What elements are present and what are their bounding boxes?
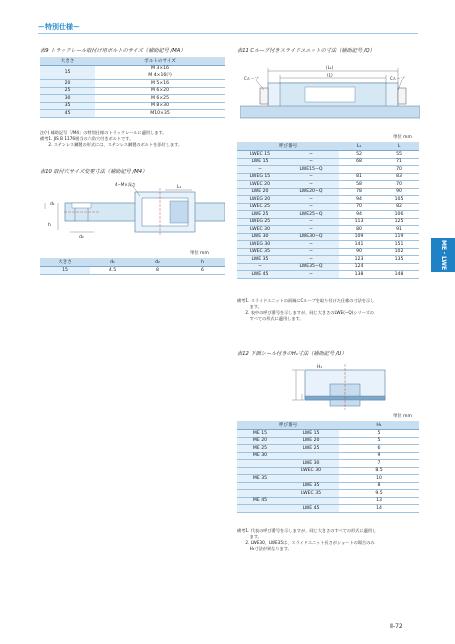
table-cell: LWEC 35 <box>283 490 339 498</box>
table12-unit: 単位 mm <box>393 414 412 419</box>
table-row <box>237 490 419 498</box>
table-cell: LWEC 30 <box>283 467 339 475</box>
table12-note-2: ます。 <box>237 534 262 539</box>
table-cell: 20 <box>40 80 95 88</box>
table-row <box>237 263 419 271</box>
side-index-tab: ME・LWE <box>431 238 455 272</box>
table-cell: 70 <box>339 203 379 211</box>
table-cell: − <box>283 173 339 181</box>
table-row <box>237 437 419 445</box>
table10-unit: 単位 mm <box>190 251 209 256</box>
table-row <box>237 482 419 490</box>
table11-title: 表11 Cループ付きスライドユニットの寸法（補助記号 /Q） <box>237 48 375 54</box>
table-cell: LWEG 20 <box>237 196 283 204</box>
table-cell: LWE 30 <box>237 233 283 241</box>
table-row <box>40 95 225 103</box>
table10-header-d2: d₂ <box>135 258 180 267</box>
table-row <box>40 102 225 110</box>
table-row <box>237 151 419 159</box>
table9-header-bolt: ボルトのサイズ <box>95 57 225 66</box>
table12-note-1: 備考1. 代表の呼び番号を示しますが、同じ大きさのすべての形式に適用し <box>237 528 377 533</box>
table-cell: ME 30 <box>237 452 283 460</box>
table-cell: 4.5 <box>90 267 135 275</box>
table-row <box>237 211 419 219</box>
table-cell: 91 <box>379 226 419 234</box>
table-cell: LWE 45 <box>237 271 283 279</box>
table-cell: 148 <box>379 271 419 279</box>
t11-label-l1: (L₁) <box>326 65 334 70</box>
table-cell: − <box>283 248 339 256</box>
table11-note-4: すべての形式に適用します。 <box>237 316 304 321</box>
table-cell: LWEC 30 <box>237 226 283 234</box>
table-row <box>237 271 419 279</box>
table-cell: 30 <box>40 95 95 103</box>
table11-header-l1: L₁ <box>339 142 379 151</box>
table-cell: LWEC 35 <box>237 248 283 256</box>
table-cell: LWE 25 <box>283 445 339 453</box>
page-number: Ⅱ-72 <box>390 623 403 630</box>
table-cell: 10 <box>339 475 419 483</box>
section-header: ー特別仕様ー <box>38 23 80 31</box>
table12-header-part-no: 呼び番号 <box>237 421 339 430</box>
t10-label-d2: d₂ <box>79 235 84 240</box>
table-cell: 14 <box>339 505 419 513</box>
t11-label-cloop-right: Cループ <box>390 76 405 81</box>
table-row <box>237 505 419 513</box>
table9-note-2: 備考1. JIS B 1176相当の六角穴付きボルトです。 <box>40 136 134 141</box>
table10 <box>40 258 225 275</box>
table-cell <box>379 263 419 271</box>
table-cell: M 5×16 <box>95 80 225 88</box>
table-cell: 94 <box>339 196 379 204</box>
table-cell: LWE20−Q <box>283 188 339 196</box>
table-row <box>237 248 419 256</box>
table-cell <box>339 166 379 174</box>
table-cell: 109 <box>339 233 379 241</box>
table-cell: M 6×25 <box>95 95 225 103</box>
table-cell: 123 <box>339 256 379 264</box>
table-cell: 106 <box>379 211 419 219</box>
table-cell: LWE 20 <box>283 437 339 445</box>
table-cell: M 8×30 <box>95 102 225 110</box>
table-row <box>40 267 225 275</box>
table-cell: 6 <box>339 445 419 453</box>
table11 <box>237 142 419 279</box>
t10-label-h: h <box>48 223 51 228</box>
table-cell: LWE30−Q <box>283 233 339 241</box>
table11-unit: 単位 mm <box>393 135 412 140</box>
table-cell: 68 <box>339 158 379 166</box>
table-cell: 5 <box>339 430 419 438</box>
table-cell: 5 <box>339 437 419 445</box>
table11-header-part-no: 呼び番号 <box>237 142 339 151</box>
table-cell: − <box>283 151 339 159</box>
table-row <box>237 181 419 189</box>
table-cell: M 3×16 M 4×16(¹) <box>95 66 225 80</box>
table-cell: 70 <box>379 166 419 174</box>
table-cell <box>237 467 283 475</box>
table-cell <box>283 475 339 483</box>
table-row <box>237 430 419 438</box>
table11-diagram <box>240 58 420 128</box>
table-cell: 90 <box>339 248 379 256</box>
table-cell <box>283 497 339 505</box>
table10-title: 表10 取付穴サイズ変更寸法（補助記号 /M4） <box>40 169 148 175</box>
table-row <box>237 241 419 249</box>
t11-label-cloop-left: Cループ <box>244 76 259 81</box>
table-cell: LWE25−Q <box>283 211 339 219</box>
table10-header-h: h <box>180 258 225 267</box>
table-cell: LWE 15 <box>237 158 283 166</box>
table-cell: − <box>283 203 339 211</box>
table-row <box>237 475 419 483</box>
table-cell: 138 <box>339 271 379 279</box>
table-cell: LWE 30 <box>283 460 339 468</box>
table9-note-1: 注(¹) 補助記号「/M4」の特別仕様のトラックレールに適用します。 <box>40 130 167 135</box>
table-cell: − <box>283 226 339 234</box>
table-cell <box>237 505 283 513</box>
table12 <box>237 421 419 513</box>
table-cell: 15 <box>40 267 90 275</box>
table-cell: 78 <box>339 188 379 196</box>
table-cell: 9 <box>339 452 419 460</box>
table10-header-d1: d₁ <box>90 258 135 267</box>
table-cell: 81 <box>339 173 379 181</box>
table12-title: 表12 下面シール付きのH₁寸法（補助記号 /U） <box>237 351 347 357</box>
header-rule <box>38 33 418 34</box>
table-cell: LWEC 25 <box>237 203 283 211</box>
t10-label-top: 4−M×深さ <box>115 182 136 187</box>
table12-notes <box>237 528 376 552</box>
table-cell: 105 <box>379 196 419 204</box>
table-cell: LWE 45 <box>283 505 339 513</box>
table-cell: − <box>283 241 339 249</box>
table-cell: LWE15−Q <box>283 166 339 174</box>
table-cell <box>237 490 283 498</box>
table-row <box>237 188 419 196</box>
table-row <box>237 445 419 453</box>
table-cell: 58 <box>339 181 379 189</box>
table-cell: M 6×20 <box>95 87 225 95</box>
table-cell: 70 <box>379 181 419 189</box>
table-cell: LWEG 25 <box>237 218 283 226</box>
table-cell: − <box>283 218 339 226</box>
table-cell: − <box>237 263 283 271</box>
table-cell: 25 <box>40 87 95 95</box>
table-cell <box>283 452 339 460</box>
table-cell: LWEG 15 <box>237 173 283 181</box>
table12-note-4: H₁寸法が異なります。 <box>237 546 292 551</box>
table-cell: 71 <box>379 158 419 166</box>
table-cell: ME 15 <box>237 430 283 438</box>
t10-label-l1: L₁ <box>177 185 182 190</box>
table-cell: − <box>283 256 339 264</box>
table-cell: ME 35 <box>237 475 283 483</box>
table-cell: 8.5 <box>339 467 419 475</box>
table11-notes <box>237 298 374 322</box>
table-cell: LWE 20 <box>237 188 283 196</box>
table-cell: − <box>237 166 283 174</box>
table-row <box>237 196 419 204</box>
table-cell: 125 <box>379 218 419 226</box>
table-row <box>237 166 419 174</box>
table-cell: LWEC 20 <box>237 181 283 189</box>
table-cell: LWE 35 <box>237 256 283 264</box>
table-cell: 83 <box>379 173 419 181</box>
table-row <box>237 467 419 475</box>
table-cell: 13 <box>339 497 419 505</box>
table-cell: 45 <box>40 110 95 118</box>
table-cell: 35 <box>40 102 95 110</box>
table-cell: LWE 25 <box>237 211 283 219</box>
table-cell: 52 <box>339 151 379 159</box>
table11-note-3: 2. 表中の呼び番号を示しますが、同じ大きさのLWE(−Q)シリーズの <box>237 310 374 315</box>
table9-note-3: 2. ステンレス鋼製の形式には、ステンレス鋼製のボルトを添付します。 <box>40 142 183 147</box>
table-cell: − <box>283 271 339 279</box>
table9-notes <box>40 130 182 148</box>
table-row <box>40 80 225 88</box>
table-row <box>237 173 419 181</box>
table-cell: 102 <box>379 248 419 256</box>
table-cell: ME 45 <box>237 497 283 505</box>
table-row <box>237 460 419 468</box>
table-cell: 135 <box>379 256 419 264</box>
table11-note-2: ます。 <box>237 304 262 309</box>
t11-label-l: (L) <box>327 72 333 78</box>
t12-label-h1: H₁ <box>317 365 323 370</box>
table-cell: 9.5 <box>339 490 419 498</box>
table-row <box>237 497 419 505</box>
table-row <box>237 158 419 166</box>
table-row <box>237 256 419 264</box>
table-row <box>40 87 225 95</box>
table-cell: 82 <box>379 203 419 211</box>
table-cell: − <box>283 196 339 204</box>
table-cell <box>237 460 283 468</box>
table-row <box>237 452 419 460</box>
table-cell: 94 <box>339 211 379 219</box>
table11-header-l: L <box>379 142 419 151</box>
table-row <box>40 110 225 118</box>
t10-label-d1: d₁ <box>50 202 55 207</box>
table-cell: 15 <box>40 66 95 80</box>
table-cell: 119 <box>379 233 419 241</box>
table-row <box>237 218 419 226</box>
table-cell: 124 <box>339 263 379 271</box>
table9-title: 表9 トラックレール取付け用ボルトのサイズ（補助記号 /MA） <box>40 48 186 54</box>
table-cell: 8 <box>339 482 419 490</box>
table-cell: ME 25 <box>237 445 283 453</box>
table-cell: 6 <box>180 267 225 275</box>
table-cell: 151 <box>379 241 419 249</box>
table-row <box>237 203 419 211</box>
table10-diagram <box>40 180 225 250</box>
table-cell: 55 <box>379 151 419 159</box>
table9-header-size: 大きさ <box>40 57 95 66</box>
table9 <box>40 57 225 118</box>
table-cell: LWE35−Q <box>283 263 339 271</box>
table-cell: M10×35 <box>95 110 225 118</box>
table-cell: 141 <box>339 241 379 249</box>
table-cell: 90 <box>379 188 419 196</box>
table10-header-size: 大きさ <box>40 258 90 267</box>
table-cell: LWEG 30 <box>237 241 283 249</box>
table-cell: 80 <box>339 226 379 234</box>
table-cell: LWE 15 <box>283 430 339 438</box>
table-row <box>237 226 419 234</box>
table-cell: − <box>283 158 339 166</box>
table-cell: 8 <box>135 267 180 275</box>
table-cell: LWEC 15 <box>237 151 283 159</box>
table-cell: 7 <box>339 460 419 468</box>
table12-diagram <box>290 362 400 412</box>
table-cell: LWE 35 <box>283 482 339 490</box>
table-row <box>40 66 225 80</box>
table-cell <box>237 482 283 490</box>
table12-note-3: 2. LWE30、LWE35は、スライドユニット長さがショートの場合のみ <box>237 540 375 545</box>
table-cell: 113 <box>339 218 379 226</box>
table12-header-h1: H₁ <box>339 421 419 430</box>
table-cell: ME 20 <box>237 437 283 445</box>
table-cell: − <box>283 181 339 189</box>
table-row <box>237 233 419 241</box>
table11-note-1: 備考1. スライドユニットの両端にCループを取り付けた仕様の寸法を示し <box>237 298 375 303</box>
